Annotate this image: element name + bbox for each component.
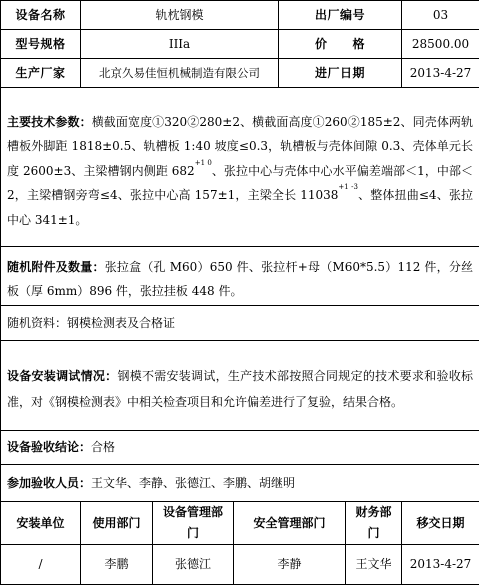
signoff-header-handover-date: 移交日期 bbox=[402, 502, 479, 545]
tech-params-cell bbox=[1, 88, 479, 247]
signoff-user-dept: 李鹏 bbox=[81, 545, 153, 585]
signoff-header-safety-mgmt: 安全管理部门 bbox=[234, 502, 346, 545]
tech-params-text-1: 横截面宽度①320②280±2、横截面高度①260②185±2、同壳体两轨槽板外脚距 1818±0.5、轨槽板 1:40 坡度≤0.3，轨槽板与壳体间隙 0.3、壳体单元长度 2600±3、主梁槽钢内侧距 682 bbox=[7, 115, 473, 178]
tech-params-row bbox=[1, 88, 479, 247]
signoff-header-user-dept: 使用部门 bbox=[81, 502, 153, 545]
participants-cell bbox=[1, 465, 479, 502]
manufacturer-label: 生产厂家 bbox=[1, 59, 81, 88]
installation-text: 钢模不需安装调试，生产技术部按照合同规定的技术要求和验收标准，对《钢模检测表》中相关检查项目和允许偏差进行了复验，结果合格。 bbox=[7, 369, 473, 409]
header-row-equipment-name bbox=[1, 1, 479, 30]
materials-row bbox=[1, 306, 479, 341]
signoff-value-row bbox=[1, 545, 479, 585]
signoff-header-equipment-mgmt: 设备管理部门 bbox=[153, 502, 234, 545]
participants-label: 参加验收人员： bbox=[7, 476, 91, 490]
participants-row bbox=[1, 465, 479, 502]
model-value: IIIa bbox=[81, 30, 279, 59]
accessories-text: 张拉盒（孔 M60）650 件、张拉杆+母（M60*5.5）112 件，分丝板（厚 6mm）896 件，张拉挂板 448 件。 bbox=[7, 260, 473, 298]
price-value: 28500.00 bbox=[402, 30, 479, 59]
accessories-cell bbox=[1, 247, 479, 306]
accessories-label: 随机附件及数量： bbox=[7, 260, 105, 274]
signoff-handover-date: 2013-4-27 bbox=[402, 545, 479, 585]
conclusion-row bbox=[1, 431, 479, 465]
signoff-finance: 王文华 bbox=[346, 545, 402, 585]
tech-params-label: 主要技术参数： bbox=[7, 115, 92, 129]
arrival-date-label: 进厂日期 bbox=[279, 59, 402, 88]
installation-label: 设备安装调试情况： bbox=[7, 369, 117, 383]
serial-number-value: 03 bbox=[402, 1, 479, 30]
conclusion-label: 设备验收结论： bbox=[7, 440, 91, 454]
tolerance-superscript-1: +1 0 bbox=[195, 159, 212, 167]
accessories-row bbox=[1, 247, 479, 306]
signoff-header-row bbox=[1, 502, 479, 545]
materials-text: 钢模检测表及合格证 bbox=[67, 316, 175, 330]
signoff-install-unit: / bbox=[1, 545, 81, 585]
signoff-header-finance: 财务部门 bbox=[346, 502, 402, 545]
conclusion-text: 合格 bbox=[91, 440, 115, 454]
header-row-manufacturer bbox=[1, 59, 479, 88]
equipment-name-value: 轨枕钢模 bbox=[81, 1, 279, 30]
header-row-model bbox=[1, 30, 479, 59]
signoff-safety-mgmt: 李静 bbox=[234, 545, 346, 585]
tech-params-text-2: 、张拉中心与壳体中心水平偏差端部＜1，中部＜2，主梁槽钢旁弯≤4、张拉中心高 157±1，主梁全长 11038 bbox=[7, 164, 473, 203]
participants-text: 王文华、李静、张德江、李鹏、胡继明 bbox=[91, 476, 295, 490]
tech-params-text-3: 、整体扭曲≤4、张拉中心 341±1。 bbox=[7, 188, 473, 227]
signoff-equipment-mgmt: 张德江 bbox=[153, 545, 234, 585]
materials-label: 随机资料： bbox=[7, 316, 67, 330]
materials-cell bbox=[1, 306, 479, 341]
price-label: 价 格 bbox=[279, 30, 402, 59]
tolerance-superscript-2: +1 -3 bbox=[338, 183, 358, 191]
conclusion-cell bbox=[1, 431, 479, 465]
equipment-name-label: 设备名称 bbox=[1, 1, 81, 30]
serial-number-label: 出厂编号 bbox=[279, 1, 402, 30]
installation-row bbox=[1, 341, 479, 431]
arrival-date-value: 2013-4-27 bbox=[402, 59, 479, 88]
manufacturer-value: 北京久易佳恒机械制造有限公司 bbox=[81, 59, 279, 88]
signoff-header-install-unit: 安装单位 bbox=[1, 502, 81, 545]
model-label: 型号规格 bbox=[1, 30, 81, 59]
installation-cell bbox=[1, 341, 479, 431]
